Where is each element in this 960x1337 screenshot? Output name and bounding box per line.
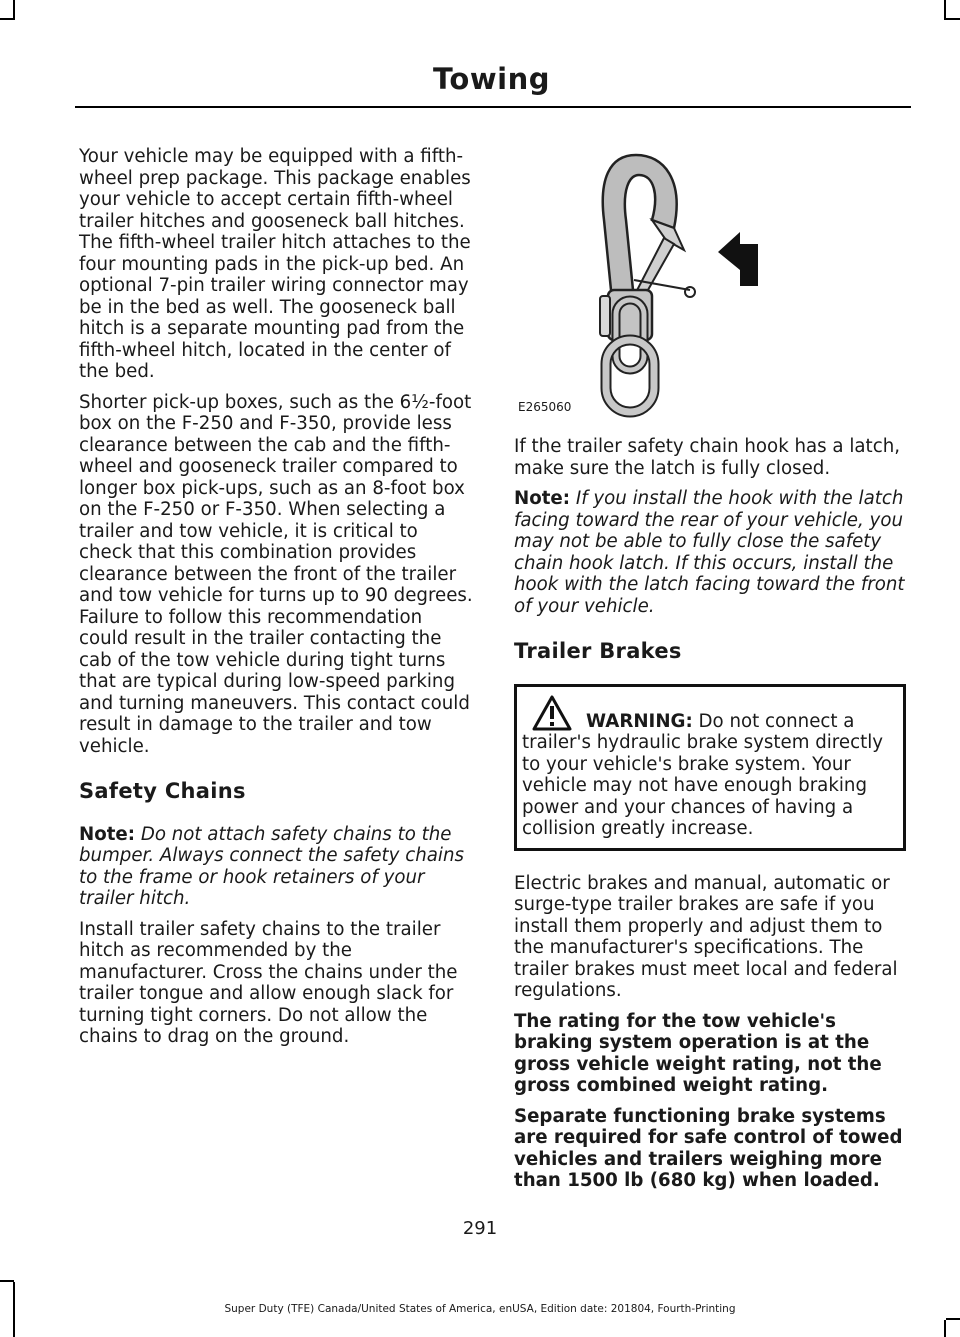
right-column — [514, 436, 906, 1201]
footer-edition: Super Duty (TFE) Canada/United States of America, enUSA, Edition date: 201804, Fourth-Printing — [224, 1303, 736, 1315]
note-label: Note: — [514, 488, 571, 509]
paragraph: If the trailer safety chain hook has a latch, make sure the latch is fully closed. — [514, 436, 900, 479]
warning-box — [514, 684, 906, 851]
bold-statement: The rating for the tow vehicle's braking system operation is at the gross vehicle weight rating, not the gross combined weight rating. — [514, 1010, 882, 1096]
crop-mark — [0, 18, 14, 20]
warning-text: Do not connect a trailer's hydraulic brake system directly to your vehicle's brake system. Your vehicle may not have enough braking power and your chances of having a collision greatly increase. — [522, 710, 884, 839]
note-label: Note: — [79, 823, 136, 845]
note — [514, 488, 906, 617]
paragraph: Install trailer safety chains to the trailer hitch as recommended by the manufacturer. Cross the chains under the trailer tongue and allow enough slack for turning tight corners. Do not allow the chains to drag on the ground. — [79, 918, 458, 1047]
crop-mark — [946, 1318, 960, 1320]
note-text: If you install the hook with the latch facing toward the rear of your vehicle, you may not be able to fully close the safety chain hook latch. If this occurs, install the hook with the latch facing toward the front of your vehicle. — [514, 488, 905, 617]
page-title: Towing — [433, 62, 550, 96]
page-number: 291 — [462, 1218, 498, 1239]
section-heading-safety-chains: Safety Chains — [79, 779, 246, 803]
left-column — [79, 146, 475, 1057]
header-divider — [75, 106, 911, 108]
crop-mark — [944, 1320, 946, 1337]
warning-triangle-icon — [532, 695, 572, 731]
hook-figure — [514, 140, 764, 420]
chain-link-fill — [606, 340, 654, 412]
paragraph: Electric brakes and manual, automatic or surge-type trailer brakes are safe if you install them properly and adjust them to the manufacturer's specifications. The trailer brakes must meet local and federal regulations. — [514, 872, 898, 1001]
section-heading-trailer-brakes: Trailer Brakes — [514, 639, 682, 663]
crop-mark — [13, 0, 15, 20]
arrow-icon — [718, 232, 758, 286]
crop-mark — [0, 1280, 14, 1282]
paragraph: Shorter pick-up boxes, such as the 6½-foot box on the F-250 and F-350, provide less clearance between the cab and the fifth-wheel and gooseneck trailer compared to longer box pick-ups, such as an 8-foot box on the F-250 or F-350. When selecting a trailer and tow vehicle, it is critical to check that this combination provides clearance between the front of the trailer and tow vehicle for turns up to 90 degrees. Failure to follow this recommendation could result in the trailer contacting the cab of the tow vehicle during tight turns that are typical during low-speed parking and turning maneuvers. This contact could result in damage to the trailer and tow vehicle. — [79, 391, 473, 757]
bold-statement: Separate functioning brake systems are required for safe control of towed vehicles and trailers weighing more than 1500 lb (680 kg) when loaded. — [514, 1105, 903, 1191]
crop-mark — [946, 18, 960, 20]
note — [79, 824, 475, 910]
clevis-pin — [600, 296, 610, 336]
note-text: Do not attach safety chains to the bumper. Always connect the safety chains to the frame or hook retainers of your trailer hitch. — [79, 823, 464, 909]
paragraph: Your vehicle may be equipped with a fifth-wheel prep package. This package enables your vehicle to accept certain fifth-wheel trailer hitches and gooseneck ball hitches. The fifth-wheel trailer hitch attaches to the four mounting pads in the pick-up bed. An optional 7-pin trailer wiring connector may be in the bed as well. The gooseneck ball hitch is a separate mounting pad from the fifth-wheel hitch, located in the center of the bed. — [79, 146, 471, 382]
figure-code: E265060 — [518, 400, 572, 414]
warning-label: WARNING: — [586, 710, 693, 732]
crop-mark — [944, 0, 946, 20]
safety-chain-hook-illustration — [514, 140, 764, 420]
